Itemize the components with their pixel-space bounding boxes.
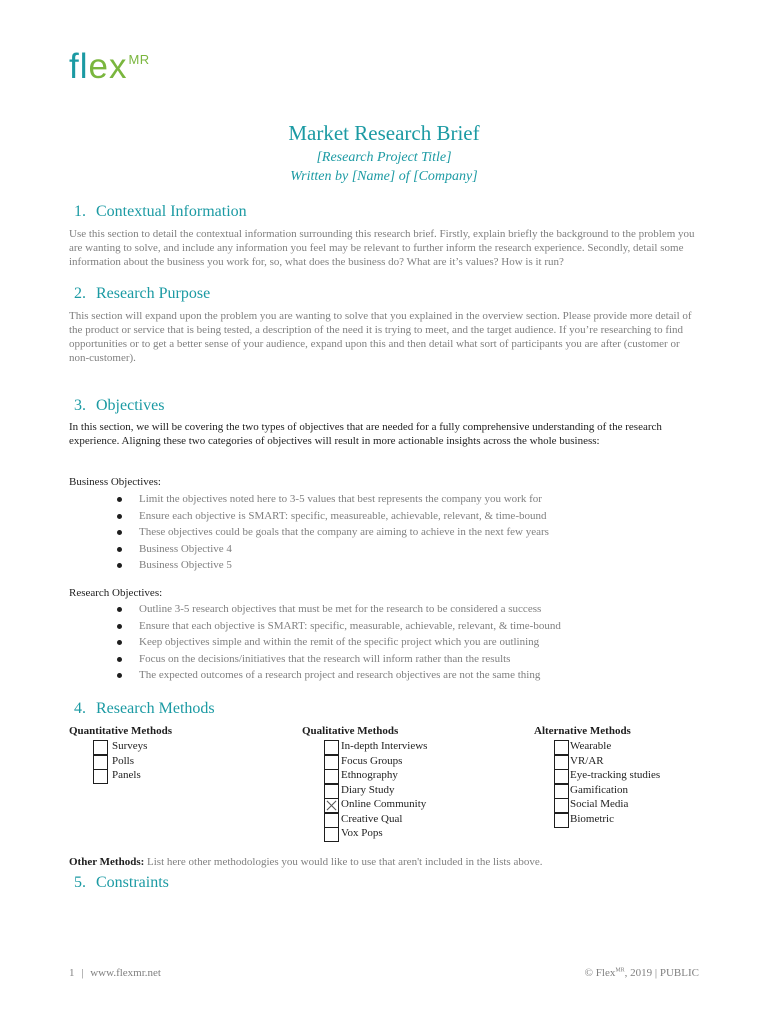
research-objectives-label: Research Objectives:	[69, 587, 163, 599]
method-focus-groups: Focus Groups	[302, 754, 398, 769]
footer-url[interactable]: www.flexmr.net	[90, 967, 161, 979]
other-methods-text: List here other methodologies you would like to use that aren't included in the lists above.	[147, 856, 543, 868]
method-biometric: Biometric	[534, 812, 631, 827]
list-item: The expected outcomes of a research project and research objectives are not the same thing	[115, 667, 561, 684]
research-objectives-list	[115, 601, 561, 684]
author-line: Written by [Name] of [Company]	[290, 169, 478, 184]
list-item: Ensure that each objective is SMART: specific, measurable, achievable, relevant, & time-bound	[115, 618, 561, 635]
list-item: Business Objective 4	[115, 541, 549, 558]
list-item: Limit the objectives noted here to 3-5 values that best represents the company you work for	[115, 491, 549, 508]
method-polls: Polls	[69, 754, 172, 769]
section-text-objectives: In this section, we will be covering the two types of objectives that are needed for a fully comprehensive understanding of the research experience. Aligning these two categories of objectives will result in more actionable insights across the whole business:	[69, 421, 662, 447]
list-item: Business Objective 5	[115, 557, 549, 574]
flexmr-logo	[69, 48, 150, 88]
method-online-community: Online Community	[302, 797, 398, 812]
list-item: These objectives could be goals that the company are aiming to achieve in the next few years	[115, 524, 549, 541]
method-social-media: Social Media	[534, 797, 631, 812]
method-ethnography: Ethnography	[302, 768, 398, 783]
qualitative-methods-column	[302, 724, 428, 841]
list-item: Outline 3-5 research objectives that must be met for the research to be considered a success	[115, 601, 561, 618]
quantitative-methods-column	[69, 724, 172, 783]
method-gamification: Gamification	[534, 783, 631, 798]
project-title: [Research Project Title]	[316, 150, 452, 165]
biometric-checkbox[interactable]	[554, 813, 569, 828]
method-diary-study: Diary Study	[302, 783, 398, 798]
section-heading-purpose: 2. Research Purpose	[74, 285, 211, 302]
list-item: Ensure each objective is SMART: specific, measureable, achievable, relevant, & time-bound	[115, 508, 549, 525]
section-text-purpose: This section will expand upon the problem you are wanting to solve that you explained in the overview section. Please provide more detail of the product or service that is being tested, a description of the need it is trying to meet, and the target audience. If you’re researching to find opportunities or to get a better sense of your audience, expand upon this and then detail what sort of participants you are after (customer or non-customer).	[69, 310, 692, 364]
method-creative-qual: Creative Qual	[302, 812, 398, 827]
section-heading-contextual: 1. Contextual Information	[74, 203, 247, 220]
method-eye-tracking: Eye-tracking studies	[534, 768, 631, 783]
business-objectives-list	[115, 491, 549, 574]
method-vr-ar: VR/AR	[534, 754, 631, 769]
section-text-contextual: Use this section to detail the contextual information surrounding this research brief. Firstly, explain briefly the background to the problem you are wanting to solve, and include any information you feel may be relevant to further inform the research experience. Secondly, detail some information about the business you work for, so, what does the business do? What are it’s values? How is it run?	[69, 228, 695, 268]
method-in-depth-interviews: In-depth Interviews	[302, 739, 398, 754]
list-item: Keep objectives simple and within the remit of the specific project which you are outlining	[115, 634, 561, 651]
panels-checkbox[interactable]	[93, 769, 108, 784]
method-vox-pops: Vox Pops	[302, 826, 398, 841]
list-item: Focus on the decisions/initiatives that the research will inform rather than the results	[115, 651, 561, 668]
document-title: Market Research Brief	[288, 121, 480, 145]
other-methods-label: Other Methods:	[69, 856, 145, 868]
section-heading-constraints: 5. Constraints	[74, 874, 169, 891]
method-panels: Panels	[69, 768, 172, 783]
page-number: 1	[69, 967, 75, 979]
quantitative-methods-heading: Quantitative Methods	[69, 725, 172, 737]
logo-superscript: MR	[128, 52, 150, 67]
logo-wordmark: flex	[69, 47, 128, 86]
qualitative-methods-heading: Qualitative Methods	[302, 725, 399, 737]
footer-copyright: © Flex$^{MR}$, 2019 | PUBLIC	[584, 967, 699, 979]
alternative-methods-heading: Alternative Methods	[534, 725, 631, 737]
footer-separator: |	[81, 967, 84, 979]
method-wearable: Wearable	[534, 739, 631, 754]
method-surveys: Surveys	[69, 739, 172, 754]
vox-pops-checkbox[interactable]	[324, 827, 339, 842]
alternative-methods-column	[534, 724, 661, 826]
section-heading-methods: 4. Research Methods	[74, 700, 215, 717]
other-methods	[69, 856, 542, 868]
business-objectives-label: Business Objectives:	[69, 476, 161, 488]
section-heading-objectives: 3. Objectives	[74, 397, 165, 414]
footer-page-info	[69, 967, 161, 979]
